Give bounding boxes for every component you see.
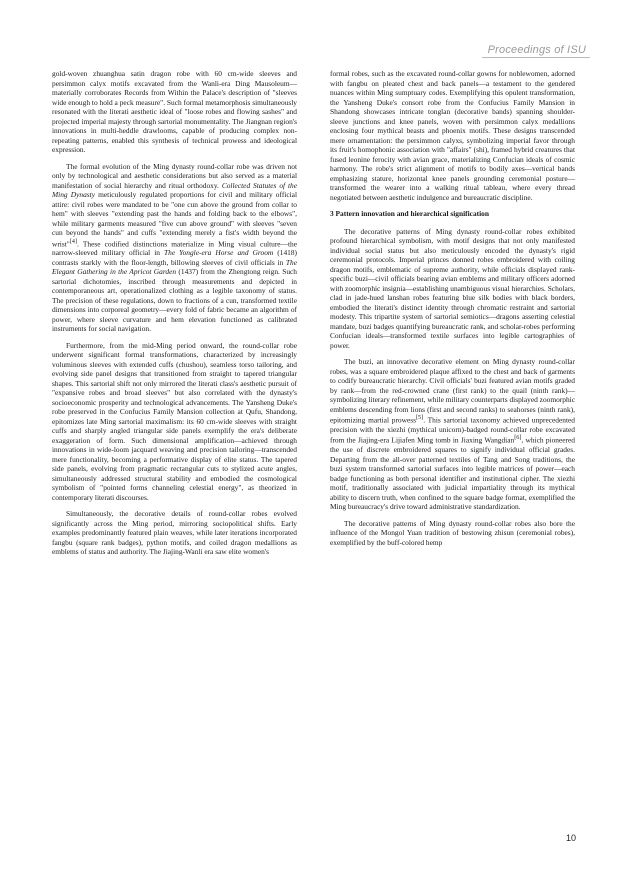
- text-run: (1437) from the Zhengtong reign. Such sartorial dichotomies, inscribed through measurements and depicted in contemporaneous art, operationalized clothing as a legible taxonomy of status. The precision of these regulations, down to fractions of a cun, transformed textile dimensions into corporeal geometry—every fold of fabric became an algorithm of power, where sleeve curvature and hem elevation functioned as calibrated instruments for social navigation.: [52, 267, 297, 334]
- paragraph: The decorative patterns of Ming dynasty round-collar robes exhibited profound hierarchical symbolism, with motif designs that not only manifested individual social status but also meticulously encoded the dynasty's rigid ceremonial protocols. Imperial princes donned robes embroidered with coiling dragon motifs, emblematic of supreme authority, while officials displayed rank-specific buzi—civil officials bearing avian emblems and military officers adorned with zoomorphic insignia—establishing unambiguous visual hierarchies. Scholars, clad in jade-hued lanshan robes featuring blue silk bodies with black borders, embodied the literati's distinct identity through chromatic restraint and sartorial modesty. This tripartite system of sartorial semiotics—dragons asserting celestial mandate, buzi badges quantifying bureaucratic rank, and scholar-robes performing Confucian ideals—transformed textile surfaces into legible cartographies of power.: [330, 226, 575, 350]
- text-run: . These codified distinctions materialize in Ming visual culture—the narrow-sleeved military official in: [52, 238, 297, 258]
- paragraph: [52, 162, 297, 334]
- paragraph: Furthermore, from the mid-Ming period onward, the round-collar robe underwent significant formal transformations, characterized by increasingly voluminous sleeves with extended cuffs (chushou), seamless torso tailoring, and evolving side panel designs that transitioned from straight to tapered triangular shapes. This sartorial shift not only mirrored the literati class's aesthetic pursuit of "expansive robes and broad sleeves" but also correlated with the dynasty's socioeconomic prosperity and technological advancements. The Yansheng Duke's robe preserved in the Confucius Family Mansion collection at Qufu, Shandong, epitomizes late Ming sartorial maximalism: its 60 cm-wide sleeves with straight cuffs and sharply angled triangular side panels exemplify the era's deliberate exaggeration of form. Such dimensional amplification—achieved through innovations in wide-loom jacquard weaving and precision tailoring—transcended mere functionality, becoming a performative display of elite status. The tapered side panels, evolving from pragmatic rectangular cuts to stylized acute angles, simultaneously addressed structural stability and embodied the cosmological symbolism of "pointed forms channeling celestial energy", as theorized in contemporary literati discourses.: [52, 340, 297, 502]
- paragraph: gold-woven zhuanghua satin dragon robe with 60 cm-wide sleeves and persimmon calyx motifs excavated from the Wanli-era Ding Mausoleum—materially corroborates Records from Within the Palace's description of "sleeves wide enough to hold a peck measure". Such formal metamorphosis simultaneously resonated with the literati aesthetic ideal of "loose robes and flowing sashes" and projected imperial majesty through sartorial monumentality. The Jiangnan region's innovations in multi-heddle drawlooms, capable of producing complex non-repeating patterns, enabled this synthesis of technical prowess and ideological expression.: [52, 69, 297, 154]
- running-header: [488, 40, 586, 58]
- page-number: 10: [566, 833, 577, 843]
- paragraph: [330, 357, 575, 512]
- paragraph: The decorative patterns of Ming dynasty round-collar robes also bore the influence of the Mongol Yuan tradition of bestowing zhisun (ceremonial robes), exemplified by the buff-colored hemp: [330, 518, 575, 547]
- paragraph: Simultaneously, the decorative details of round-collar robes evolved significantly across the Ming period, mirroring sociopolitical shifts. Early examples predominantly featured plain weaves, while later iterations incorporated fangbu (square rank badges), python motifs, and coiled dragon medallions as emblems of status and authority. The Jiajing-Wanli era saw elite women's: [52, 509, 297, 557]
- text-run: , which pioneered the use of discrete embroidered squares to signify individual official grades. Departing from the all-over patterned textiles of Tang and Song traditions, the buzi system transformed sartorial surfaces into legible matrices of power—each badge functioning as both personal identifier and institutional cipher. The xiezhi motif, traditionally associated with judicial impartiality through its mythical ability to discern truth, when confined to the square badge format, exemplified the Ming bureaucracy's drive toward administrative standardization.: [330, 435, 575, 512]
- paragraph: formal robes, such as the excavated round-collar gowns for noblewomen, adorned with fangbu on pleated chest and back panels—a testament to the gendered nuances within Ming sumptuary codes. Exemplifying this opulent transformation, the Yansheng Duke's consort robe from the Confucius Family Mansion in Shandong showcases intricate tonglan (decorative bands) spanning shoulder-sleeve junctions and knee panels, woven with persimmon calyx medallions enclosing four mythical beasts and phoenix motifs. These designs transcended mere ornamentation: the persimmon calyxs, symbolizing imperial favor through its fruit's homophonic association with "affairs" (shi), framed hybrid creatures that fused leonine ferocity with avian grace, materializing Confucian ideals of cosmic harmony. The robe's strict alignment of motifs to bodily axes—vertical bands emphasizing stature, horizontal knee panels grounding ceremonial posture—transformed the wearer into a walking ritual tableau, where every thread negotiated between aesthetic indulgence and bureaucratic discipline.: [330, 69, 575, 202]
- journal-title: Proceedings of ISU: [487, 44, 586, 56]
- section-heading: 3 Pattern innovation and hierarchical signification: [330, 209, 489, 218]
- text-run: The buzi, an innovative decorative element on Ming dynasty round-collar robes, was a square embroidered plaque affixed to the chest and back of garments to codify bureaucratic hierarchy. Civil officials' buzi featured avian motifs graded by rank—from the red-crowned crane (first rank) to the quail (ninth rank)—symbolizing literary refinement, while military counterparts displayed zoomorphic emblems descending from lions (first and second ranks) to seahorses (ninth rank), epitomizing martial prowess: [330, 357, 575, 425]
- cited-title: Collected Statutes of the Ming Dynasty: [52, 180, 297, 199]
- citation-ref[interactable]: [5]: [416, 415, 424, 421]
- citation-ref[interactable]: [4]: [69, 238, 77, 245]
- left-column: [52, 69, 297, 564]
- right-column: [330, 69, 575, 554]
- text-run: . This sartorial taxonomy achieved unprecedented precision with the xiezhi (mythical unicorn)-badged round-collar robe excavated from the Jiajing-era Lijiafen Ming tomb in Jiaxing Wangdian: [330, 415, 575, 445]
- citation-ref[interactable]: [6]: [514, 435, 522, 442]
- text-run: The formal evolution of the Ming dynasty round-collar robe was driven not only by technological and aesthetic considerations but also served as a material manifestation of social hierarchy and ritual orthodoxy.: [52, 161, 297, 190]
- cited-title: The Elegant Gathering in the Apricot Garden: [52, 257, 297, 277]
- cited-title: The Yongle-era Horse and Groom: [164, 248, 274, 258]
- text-run: meticulously regulated proportions for civil and military official attire: civil robes were mandated to be "one cun above the ground from collar to hem" with sleeves "extending past the hands and folding back to the elbows", while military garments measured "five cun above ground" with sleeves "seven cun beyond the hands" and cuffs "extending merely a fist's width beyond the wrist": [52, 190, 298, 248]
- text-run: (1418) contrasts starkly with the floor-length, billowing sleeves of civil officials in: [52, 248, 297, 267]
- header-rule: [482, 57, 590, 58]
